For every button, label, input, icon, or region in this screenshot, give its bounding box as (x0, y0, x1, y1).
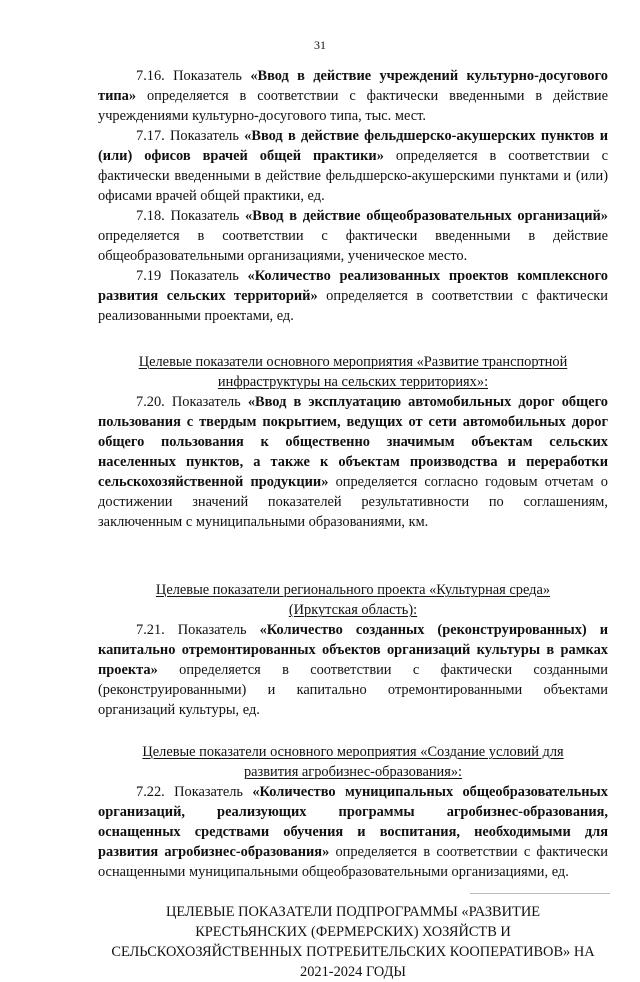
indicator-name: «Ввод в действие общеобразовательных организаций» (245, 208, 608, 224)
paragraph-7-17 (98, 126, 608, 206)
paragraph-number: 7.21. Показатель (136, 622, 260, 638)
paragraph-7-21 (98, 620, 608, 720)
indicator-name: «Количество муниципальных общеобразовательных организаций, реализующих программы агробизнес-образования, оснащенных средствами обучения и воспитания, необходимыми для развития агробизнес-образования» (98, 784, 608, 860)
paragraph-7-18 (98, 206, 608, 266)
bottom-divider (470, 893, 610, 894)
paragraph-number: 7.19 Показатель (136, 268, 248, 284)
section-title-culture (98, 580, 608, 620)
page-number: 31 (314, 38, 326, 52)
indicator-name: «Ввод в эксплуатацию автомобильных дорог общего пользования с твердым покрытием, ведущих от сети автомобильных дорог общего пользования к общественно значимым объектам сельских населенных пунктов, а также к объектам производства и переработки сельскохозяйственной продукции» (98, 394, 608, 490)
indicator-name: «Ввод в действие учреждений культурно-досугового типа» (98, 68, 608, 104)
section-title-transport (98, 352, 608, 392)
document-body (98, 66, 608, 982)
paragraph-number: 7.18. Показатель (136, 208, 246, 224)
heading-line: ЦЕЛЕВЫЕ ПОКАЗАТЕЛИ ПОДПРОГРАММЫ «РАЗВИТИЕ (166, 904, 540, 920)
paragraph-7-20 (98, 392, 608, 532)
indicator-name: «Количество реализованных проектов комплексного развития сельских территорий» (98, 268, 608, 304)
section-title-line: Целевые показатели основного мероприятия «Создание условий для (142, 744, 564, 760)
heading-line: КРЕСТЬЯНСКИХ (ФЕРМЕРСКИХ) ХОЗЯЙСТВ И (195, 924, 511, 940)
section-title-line: Целевые показатели регионального проекта «Культурная среда» (155, 582, 551, 598)
subprogram-heading (98, 902, 608, 982)
section-title-line: развития агробизнес-образования»: (243, 764, 463, 780)
paragraph-7-19 (98, 266, 608, 326)
paragraph-text: определяется в соответствии с фактически реализованными проектами, ед. (98, 288, 608, 324)
paragraph-number: 7.22. Показатель (136, 784, 253, 800)
indicator-name: «Количество созданных (реконструированных) и капитально отремонтированных объектов организаций культуры в рамках проекта» (98, 622, 608, 678)
paragraph-text: определяется в соответствии с фактически введенными в действие учреждениями культурно-досугового типа, тыс. мест. (98, 88, 608, 124)
section-title-agro (98, 742, 608, 782)
paragraph-7-16 (98, 66, 608, 126)
paragraph-text: определяется в соответствии с фактически введенными в действие фельдшерско-акушерскими пунктами и (или) офисами врачей общей практики, ед. (98, 148, 608, 204)
section-title-line: инфраструктуры на сельских территориях»: (217, 374, 489, 390)
paragraph-text: определяется согласно годовым отчетам о достижении значений показателей результативности по соглашениям, заключенным с муниципальными образованиями, км. (98, 474, 608, 530)
paragraph-number: 7.20. Показатель (136, 394, 248, 410)
indicator-name: «Ввод в действие фельдшерско-акушерских пунктов и (или) офисов врачей общей практики» (98, 128, 608, 164)
paragraph-number: 7.17. Показатель (136, 128, 245, 144)
heading-line: СЕЛЬСКОХОЗЯЙСТВЕННЫХ ПОТРЕБИТЕЛЬСКИХ КООПЕРАТИВОВ» НА (111, 944, 595, 960)
heading-line: 2021-2024 ГОДЫ (300, 964, 406, 980)
section-title-line: (Иркутская область): (288, 602, 418, 618)
paragraph-number: 7.16. Показатель (136, 68, 251, 84)
section-title-line: Целевые показатели основного мероприятия «Развитие транспортной (138, 354, 568, 370)
paragraph-text: определяется в соответствии с фактически оснащенными муниципальными общеобразовательными организациями, ед. (98, 844, 608, 880)
paragraph-text: определяется в соответствии с фактически созданными (реконструированными) и капитально отремонтированными объектами организаций культуры, ед. (98, 662, 608, 718)
paragraph-7-22 (98, 782, 608, 882)
paragraph-text: определяется в соответствии с фактически введенными в действие общеобразовательными организациями, ученическое место. (98, 228, 608, 264)
